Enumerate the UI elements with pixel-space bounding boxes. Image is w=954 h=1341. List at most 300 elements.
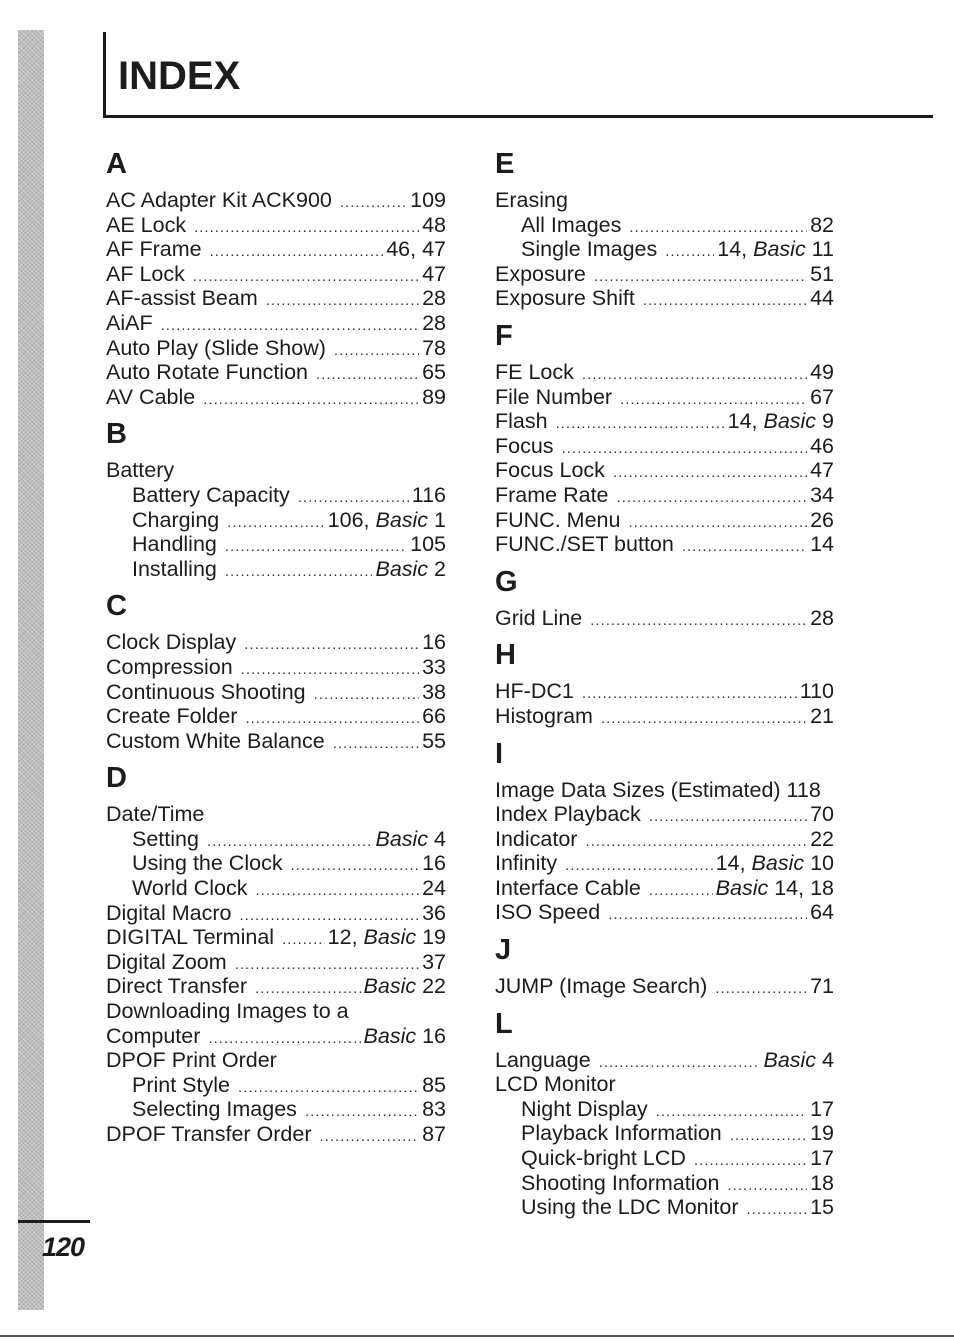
entry-page-ref: [328, 925, 446, 950]
index-subentry: [495, 1146, 834, 1171]
entry-label: Computer: [106, 1023, 201, 1048]
entry-label: Exposure Shift: [495, 286, 635, 311]
index-section-h: [495, 633, 834, 728]
entry-page-ref: [422, 311, 446, 336]
entry-label: Auto Rotate Function: [106, 360, 308, 385]
index-entry: [106, 950, 446, 975]
page-ref-number: 17: [810, 1096, 834, 1121]
entry-page-ref: [375, 827, 446, 852]
entry-label: Charging: [132, 507, 220, 532]
page-ref-number: 55: [422, 728, 446, 753]
entry-page-ref: [364, 974, 446, 999]
page-ref-number: 85: [422, 1072, 446, 1097]
entry-label: Playback Information: [521, 1121, 722, 1146]
page-ref-basic: Basic: [363, 1023, 417, 1048]
entry-page-ref: [422, 360, 446, 385]
page-ref-number: 16: [422, 630, 446, 655]
index-section-l: [495, 1002, 834, 1220]
page-ref-number: 66: [422, 704, 446, 729]
entry-label: File Number: [495, 384, 613, 409]
index-heading: Image Data Sizes (Estimated) 118: [495, 777, 821, 802]
entry-label: AC Adapter Kit ACK900: [106, 188, 332, 212]
section-letter: D: [106, 762, 127, 795]
dot-leader: [582, 363, 807, 385]
page-ref-prefix: 14,: [715, 851, 752, 876]
entry-label: DPOF Transfer Order: [106, 1122, 312, 1146]
dot-leader: [208, 1027, 360, 1049]
entry-label: Exposure: [495, 261, 586, 286]
entry-label: Language: [495, 1047, 591, 1072]
dot-leader: [244, 633, 419, 655]
dot-leader: [582, 682, 797, 704]
entry-label: AF-assist Beam: [106, 286, 258, 311]
entry-page-ref: [810, 483, 834, 508]
entry-page-ref: [810, 1195, 834, 1220]
entry-page-ref: [328, 508, 446, 533]
entry-page-ref: [422, 385, 446, 410]
page-ref-number: 89: [422, 384, 446, 409]
dot-leader: [320, 1125, 420, 1147]
index-subentry: [106, 483, 446, 508]
entry-page-ref: [422, 630, 446, 655]
entry-label: Quick-bright LCD: [521, 1146, 686, 1171]
dot-leader: [590, 609, 807, 631]
entry-page-ref: [810, 286, 834, 311]
page-ref-number: 17: [810, 1146, 834, 1171]
entry-page-ref: [800, 679, 834, 704]
entry-label: Shooting Information: [521, 1170, 720, 1195]
index-entry: [106, 385, 446, 410]
dot-leader: [665, 240, 714, 262]
entry-label: Direct Transfer: [106, 974, 247, 999]
index-entry: [495, 508, 834, 533]
entry-page-ref: [422, 876, 446, 901]
entry-label: JUMP (Image Search): [495, 974, 708, 999]
section-letter: J: [495, 934, 512, 967]
index-entry: [495, 385, 834, 410]
entry-label: DIGITAL Terminal: [106, 925, 275, 950]
entry-label: Custom White Balance: [106, 728, 325, 753]
entry-label: Using the LDC Monitor: [521, 1195, 739, 1220]
page-ref-basic: Basic: [753, 237, 806, 262]
page-ref-number: 70: [810, 802, 834, 827]
page-ref-number: 47: [810, 458, 834, 483]
entry-label: Interface Cable: [495, 875, 641, 900]
page-ref-number: 11: [805, 237, 834, 262]
entry-label: Focus Lock: [495, 458, 605, 483]
entry-label: Battery Capacity: [132, 482, 290, 507]
entry-label: Single Images: [521, 237, 658, 262]
index-entry: [495, 679, 834, 704]
index-entry: [495, 458, 834, 483]
entry-page-ref: [410, 532, 446, 557]
index-subentry: [495, 1195, 834, 1220]
page-ref-number: 44: [810, 286, 834, 311]
page-ref-number: 83: [422, 1097, 446, 1122]
page-number: 120: [42, 1232, 85, 1262]
index-column-left: [106, 142, 446, 1147]
entry-label: Histogram: [495, 703, 593, 728]
index-entry: [106, 336, 446, 361]
page-ref-number: 67: [810, 384, 834, 409]
page-number-rule: [18, 1220, 90, 1223]
index-subentry: [495, 237, 834, 262]
entry-page-ref: [810, 458, 834, 483]
page-ref-number: 28: [422, 286, 446, 311]
index-entry: [495, 827, 834, 852]
entry-page-ref: [422, 729, 446, 754]
dot-leader: [613, 461, 807, 483]
entry-page-ref: [810, 1171, 834, 1196]
section-letter: A: [106, 148, 127, 180]
section-letter: E: [495, 148, 515, 180]
index-entry: [495, 409, 834, 434]
index-subentry: [495, 213, 834, 238]
dot-leader: [565, 854, 713, 876]
page-ref-number: 48: [422, 212, 446, 237]
dot-leader: [334, 339, 419, 361]
page-ref-number: 105: [410, 532, 446, 557]
dot-leader: [194, 216, 419, 238]
page-ref-number: 22: [416, 974, 446, 999]
index-entry: [495, 262, 834, 287]
entry-page-ref: [422, 1122, 446, 1147]
index-entry: [106, 188, 446, 213]
title-vertical-rule: [103, 32, 106, 118]
page-ref-number: 46, 47: [386, 237, 446, 262]
entry-page-ref: [422, 655, 446, 680]
entry-page-ref: [810, 974, 834, 999]
entry-label: Installing: [132, 556, 217, 581]
entry-page-ref: [375, 557, 446, 582]
page-ref-basic: Basic: [763, 409, 817, 434]
index-entry: [495, 876, 834, 901]
index-entry: [106, 974, 446, 999]
index-subentry: [495, 1097, 834, 1122]
page-ref-prefix: 14,: [727, 409, 764, 434]
index-heading: Date/Time: [106, 802, 205, 827]
entry-label: Handling: [132, 532, 217, 557]
index-heading: Erasing: [495, 188, 568, 212]
page-ref-number: 4: [428, 826, 446, 851]
page-ref-number: 34: [810, 482, 834, 507]
dot-leader: [643, 289, 807, 311]
page-ref-number: 49: [810, 359, 834, 384]
entry-label: Continuous Shooting: [106, 679, 306, 704]
entry-label: Index Playback: [495, 802, 641, 827]
entry-label: AF Lock: [106, 261, 185, 286]
section-letter: F: [495, 319, 513, 352]
dot-leader: [599, 1051, 761, 1073]
entry-page-ref: [810, 1146, 834, 1171]
page-ref-number: 87: [422, 1122, 446, 1146]
page-ref-number: 14, 18: [768, 875, 834, 900]
page-ref-prefix: 14,: [717, 237, 754, 262]
index-entry: [106, 237, 446, 262]
dot-leader: [256, 879, 420, 901]
page-ref-number: 10: [804, 851, 834, 876]
dot-leader: [255, 977, 361, 999]
entry-label: All Images: [521, 212, 622, 237]
entry-label: Flash: [495, 409, 548, 434]
index-subentry: [495, 1171, 834, 1196]
page-ref-number: 116: [411, 482, 446, 507]
dot-leader: [340, 191, 407, 213]
dot-leader: [225, 560, 373, 582]
entry-label: Print Style: [132, 1072, 230, 1097]
entry-page-ref: [422, 286, 446, 311]
entry-page-ref: [422, 213, 446, 238]
page-ref-number: 9: [816, 409, 834, 434]
index-entry: [106, 704, 446, 729]
entry-page-ref: [810, 704, 834, 729]
entry-label: Auto Play (Slide Show): [106, 335, 326, 360]
entry-page-ref: [810, 434, 834, 459]
page-ref-number: 109: [410, 188, 446, 212]
page-ref-number: 71: [810, 974, 834, 999]
index-entry: [495, 606, 834, 631]
section-letter: G: [495, 565, 518, 598]
index-entry: [495, 434, 834, 459]
page-ref-number: 28: [422, 310, 446, 335]
page-ref-basic: Basic: [363, 974, 417, 999]
dot-leader: [585, 830, 807, 852]
dot-leader: [282, 928, 325, 950]
page-ref-number: 37: [422, 949, 446, 974]
page-ref-number: 110: [799, 679, 834, 704]
entry-page-ref: [810, 827, 834, 852]
entry-page-ref: [364, 1024, 446, 1049]
dot-leader: [620, 388, 807, 410]
index-entry: [495, 704, 834, 729]
entry-page-ref: [422, 680, 446, 705]
entry-page-ref: [810, 1097, 834, 1122]
entry-label: Clock Display: [106, 630, 237, 655]
page-ref-number: 14: [810, 532, 834, 557]
page-ref-number: 47: [422, 261, 446, 286]
entry-page-ref: [716, 851, 834, 876]
entry-label: Digital Zoom: [106, 949, 227, 974]
side-tab-bar: [18, 30, 44, 1310]
page-ref-number: 4: [816, 1047, 834, 1072]
dot-leader: [316, 363, 419, 385]
dot-leader: [629, 216, 807, 238]
index-entry: [106, 1024, 446, 1049]
page-ref-number: 16: [422, 851, 446, 876]
index-heading: Battery: [106, 458, 175, 483]
dot-leader: [266, 289, 419, 311]
dot-leader: [601, 707, 807, 729]
page-ref-number: 15: [810, 1195, 834, 1220]
page-ref-number: 22: [810, 826, 834, 851]
page-ref-basic: Basic: [751, 851, 805, 876]
index-section-i: [495, 732, 834, 926]
dot-leader: [298, 486, 409, 508]
dot-leader: [594, 265, 807, 287]
index-heading: LCD Monitor: [495, 1072, 616, 1097]
page-ref-number: 24: [422, 876, 446, 901]
entry-label: AiAF: [106, 310, 153, 335]
index-section-e: [495, 142, 834, 311]
index-entry: [106, 925, 446, 950]
section-letter: I: [495, 737, 504, 770]
page-ref-basic: Basic: [375, 556, 429, 581]
dot-leader: [730, 1124, 807, 1146]
entry-label: ISO Speed: [495, 900, 601, 925]
entry-label: Focus: [495, 433, 554, 458]
index-subentry: [106, 508, 446, 533]
page-ref-number: 36: [422, 900, 446, 925]
dot-leader: [715, 977, 807, 999]
index-entry: [495, 286, 834, 311]
dot-leader: [333, 732, 419, 754]
entry-label: FUNC. Menu: [495, 507, 621, 532]
index-entry: [106, 262, 446, 287]
dot-leader: [746, 1198, 807, 1220]
index-entry: [106, 360, 446, 385]
index-subentry: [106, 827, 446, 852]
dot-leader: [207, 830, 373, 852]
index-subentry: [106, 876, 446, 901]
dot-leader: [193, 265, 419, 287]
page-ref-basic: Basic: [375, 826, 429, 851]
page-title: INDEX: [118, 54, 241, 98]
entry-label: Create Folder: [106, 704, 238, 729]
index-heading: Downloading Images to a: [106, 999, 349, 1024]
index-entry: [106, 901, 446, 926]
dot-leader: [238, 1076, 419, 1098]
dot-leader: [649, 805, 807, 827]
index-heading: DPOF Print Order: [106, 1048, 277, 1073]
index-subentry: [106, 1073, 446, 1098]
page-bottom-edge: [0, 1335, 954, 1337]
entry-page-ref: [810, 262, 834, 287]
index-section-b: [106, 412, 446, 581]
dot-leader: [656, 1100, 807, 1122]
section-letter: H: [495, 639, 516, 672]
dot-leader: [608, 903, 807, 925]
page-ref-number: 65: [422, 360, 446, 385]
dot-leader: [245, 707, 419, 729]
index-subentry: [106, 557, 446, 582]
entry-label: HF-DC1: [495, 679, 574, 704]
entry-label: Selecting Images: [132, 1097, 297, 1122]
index-entry: [106, 311, 446, 336]
section-letter: B: [106, 418, 127, 451]
dot-leader: [203, 388, 419, 410]
entry-page-ref: [716, 876, 834, 901]
entry-page-ref: [717, 237, 834, 262]
index-subentry: [106, 851, 446, 876]
dot-leader: [562, 437, 808, 459]
page-ref-number: 82: [810, 212, 834, 237]
page-ref-basic: Basic: [715, 875, 769, 900]
entry-page-ref: [810, 532, 834, 557]
entry-page-ref: [763, 1048, 834, 1073]
entry-page-ref: [422, 1073, 446, 1098]
index-entry: [106, 286, 446, 311]
index-subentry: [495, 1121, 834, 1146]
index-column-right: [495, 142, 834, 1220]
entry-label: Infinity: [495, 851, 558, 876]
dot-leader: [210, 240, 384, 262]
entry-page-ref: [410, 188, 446, 213]
entry-page-ref: [386, 237, 446, 262]
page-ref-number: 1: [428, 507, 446, 532]
index-section-g: [495, 560, 834, 631]
dot-leader: [314, 683, 419, 705]
index-section-f: [495, 314, 834, 557]
entry-page-ref: [810, 900, 834, 925]
page-ref-number: 38: [422, 679, 446, 704]
entry-page-ref: [422, 262, 446, 287]
entry-label: Frame Rate: [495, 482, 609, 507]
entry-page-ref: [810, 606, 834, 631]
index-entry: [106, 1122, 446, 1147]
page-ref-number: 33: [422, 654, 446, 679]
dot-leader: [225, 535, 407, 557]
page-ref-number: 19: [416, 925, 446, 950]
index-entry: [495, 851, 834, 876]
index-section-d: [106, 756, 446, 1146]
dot-leader: [241, 658, 419, 680]
entry-label: Indicator: [495, 826, 578, 851]
dot-leader: [628, 511, 807, 533]
index-entry: [495, 974, 834, 999]
index-subentry: [106, 532, 446, 557]
index-entry: [495, 483, 834, 508]
entry-label: Setting: [132, 826, 199, 851]
dot-leader: [727, 1174, 807, 1196]
section-letter: L: [495, 1007, 513, 1040]
page-ref-number: 51: [810, 261, 834, 286]
page-ref-number: 28: [810, 605, 834, 630]
page-ref-number: 64: [810, 900, 834, 925]
entry-page-ref: [422, 336, 446, 361]
index-entry: [106, 655, 446, 680]
entry-label: FUNC./SET button: [495, 532, 674, 557]
index-entry: [106, 729, 446, 754]
index-entry: [495, 360, 834, 385]
entry-label: AE Lock: [106, 212, 187, 237]
entry-page-ref: [422, 1097, 446, 1122]
entry-page-ref: [810, 385, 834, 410]
page-ref-number: 78: [422, 335, 446, 360]
entry-page-ref: [412, 483, 446, 508]
entry-label: FE Lock: [495, 359, 574, 384]
entry-label: World Clock: [132, 876, 248, 901]
title-horizontal-rule: [103, 115, 933, 118]
page-ref-prefix: 12,: [327, 925, 364, 950]
entry-page-ref: [810, 1121, 834, 1146]
dot-leader: [649, 879, 713, 901]
entry-label: Digital Macro: [106, 900, 232, 925]
entry-label: AV Cable: [106, 384, 196, 409]
entry-label: Grid Line: [495, 605, 583, 630]
page-ref-number: 19: [810, 1121, 834, 1146]
index-entry: [106, 213, 446, 238]
page-ref-number: 2: [428, 556, 446, 581]
entry-page-ref: [422, 704, 446, 729]
dot-leader: [227, 511, 324, 533]
entry-label: Using the Clock: [132, 851, 283, 876]
entry-page-ref: [422, 901, 446, 926]
section-letter: C: [106, 590, 127, 623]
index-subentry: [106, 1097, 446, 1122]
page-ref-basic: Basic: [763, 1047, 817, 1072]
entry-label: Compression: [106, 654, 233, 679]
dot-leader: [239, 904, 419, 926]
